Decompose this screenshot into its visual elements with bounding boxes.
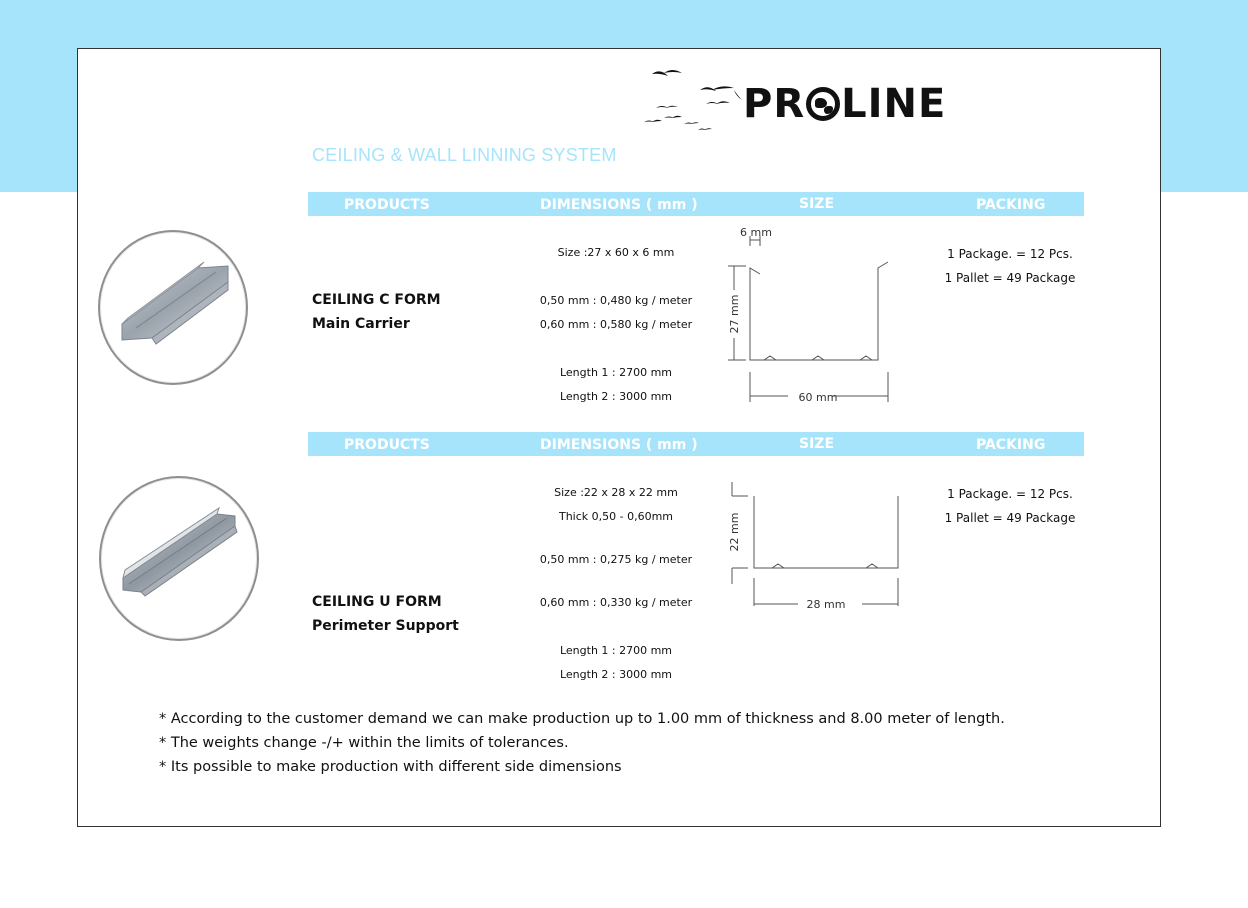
c-profile-image [100, 232, 246, 383]
c-dim-length1: Length 1 : 2700 mm [559, 366, 673, 379]
c-dim-length2: Length 2 : 3000 mm [559, 390, 673, 403]
header-packing-2: PACKING [976, 437, 1046, 453]
header-products-2: PRODUCTS [344, 437, 430, 453]
note-thickness-length: * According to the customer demand we can make production up to 1.00 mm of thickness and 8.00 meter of length. [159, 711, 1005, 727]
c-packing-pallet: 1 Pallet = 49 Package [944, 271, 1076, 285]
proline-logo [743, 82, 946, 126]
note-side-dimensions: * Its possible to make production with different side dimensions [159, 759, 622, 775]
u-profile-image [101, 478, 257, 639]
header-packing: PACKING [976, 197, 1046, 213]
u-diagram-bottom-label: 28 mm [806, 598, 846, 611]
u-diagram-side-label: 22 mm [728, 512, 741, 552]
product-sub-perimeter-support: Perimeter Support [312, 618, 459, 634]
u-dim-length2: Length 2 : 3000 mm [559, 668, 673, 681]
header-dimensions: DIMENSIONS ( mm ) [540, 197, 698, 213]
c-diagram-bottom-label: 60 mm [798, 391, 838, 404]
table-header-1 [308, 192, 1084, 216]
product-name-u-form: CEILING U FORM [312, 594, 442, 610]
u-dim-length1: Length 1 : 2700 mm [559, 644, 673, 657]
globe-icon [806, 87, 840, 121]
c-dim-size: Size :27 x 60 x 6 mm [557, 246, 675, 259]
u-dim-size: Size :22 x 28 x 22 mm [554, 486, 678, 499]
c-diagram-side-label: 27 mm [728, 294, 741, 334]
u-packing-pallet: 1 Pallet = 49 Package [944, 511, 1076, 525]
system-title: CEILING & WALL LINNING SYSTEM [312, 145, 617, 165]
u-dim-050: 0,50 mm : 0,275 kg / meter [539, 553, 693, 566]
u-profile-photo [99, 476, 259, 641]
c-profile-photo [98, 230, 248, 385]
header-dimensions-2: DIMENSIONS ( mm ) [540, 437, 698, 453]
product-sub-main-carrier: Main Carrier [312, 316, 410, 332]
note-weights-tolerance: * The weights change -/+ within the limits of tolerances. [159, 735, 569, 751]
logo-text-pr: PR [743, 81, 806, 127]
header-products: PRODUCTS [344, 197, 430, 213]
c-packing-package: 1 Package. = 12 Pcs. [947, 247, 1073, 261]
u-dim-060: 0,60 mm : 0,330 kg / meter [539, 596, 693, 609]
c-profile-diagram [720, 224, 900, 410]
u-dim-thick: Thick 0,50 - 0,60mm [558, 510, 674, 523]
u-packing-package: 1 Package. = 12 Pcs. [947, 487, 1073, 501]
header-size: SIZE [799, 196, 835, 212]
u-profile-diagram [720, 474, 910, 614]
c-diagram-top-label: 6 mm [740, 226, 772, 239]
c-dim-060: 0,60 mm : 0,580 kg / meter [539, 318, 693, 331]
birds-logo-icon [640, 64, 750, 134]
header-size-2: SIZE [799, 436, 835, 452]
logo-text-line: LINE [841, 81, 947, 127]
c-dim-050: 0,50 mm : 0,480 kg / meter [539, 294, 693, 307]
product-name-c-form: CEILING C FORM [312, 292, 441, 308]
table-header-2 [308, 432, 1084, 456]
